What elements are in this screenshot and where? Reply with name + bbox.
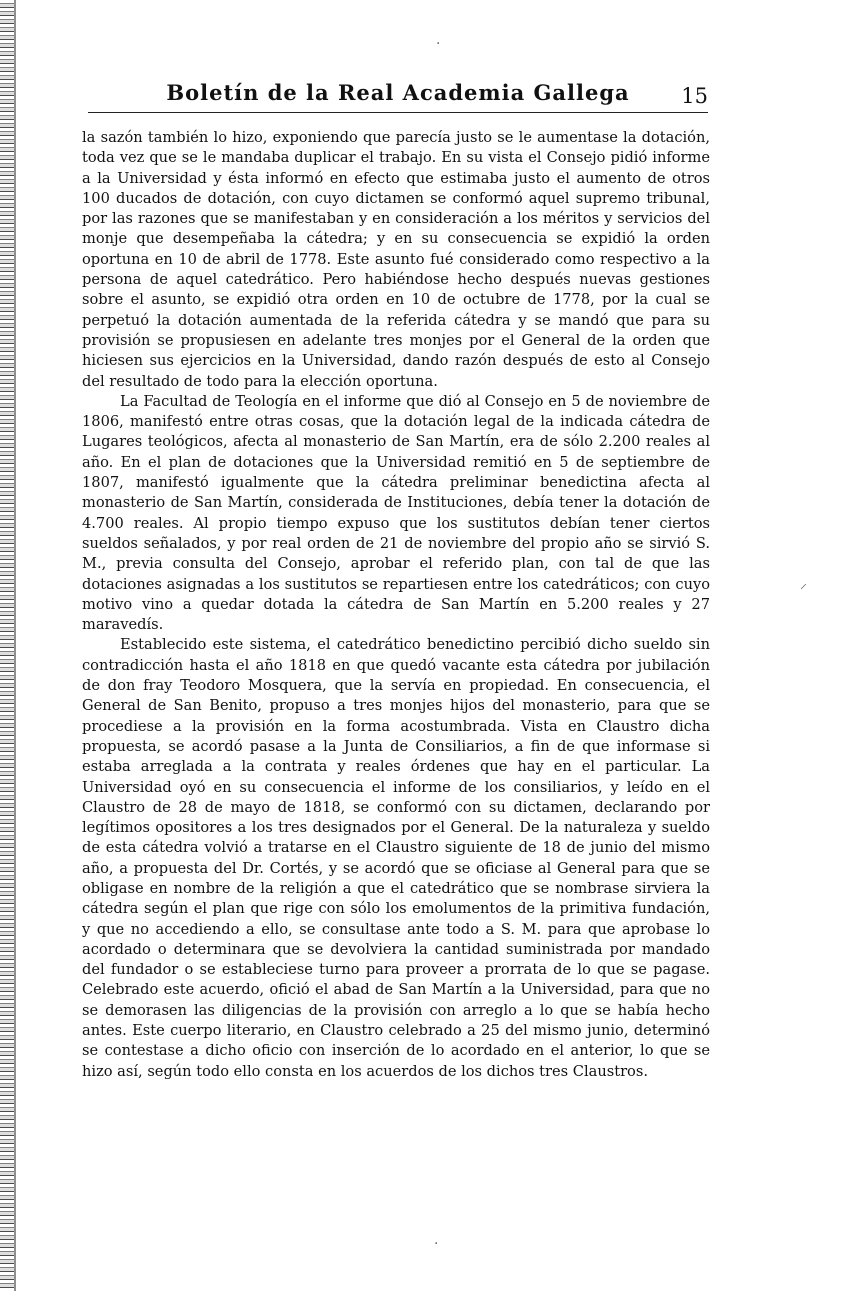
paragraph-3: Establecido este sistema, el catedrático benedictino percibió dicho sueldo sin contradicción hasta el año 1818 en que quedó vacante esta cátedra por jubilación de don fray Teodoro Mosquera, que la servía en propiedad. En consecuencia, el General de San Benito, propuso a tres monjes hijos del monasterio, para que se procediese a la provisión en la forma acostumbrada. Vista en Claustro dicha propuesta, se acordó pasase a la Junta de Consiliarios, a fin de que informase si estaba arreglada a la contrata y reales órdenes que hay en el particular. La Universidad oyó en su consecuencia el informe de los consiliarios, y leído en el Claustro de 28 de mayo de 1818, se conformó con su dictamen, declarando por legítimos opositores a los tres designados por el General. De la naturaleza y sueldo de esta cátedra volvió a tratarse en el Claustro siguiente de 18 de junio del mismo año, a propuesta del Dr. Cortés, y se acordó que se oficiase al General para que se obligase en nombre de la religión a que el catedrático que se nombrase sirviera la cátedra según el plan que rige con sólo los emolumentos de la primitiva fundación, y que no accediendo a ello, se consultase ante todo a S. M. para que aprobase lo acordado o determinara que se devolviera la cantidad suministrada por mandado del fundador o se estableciese turno para proveer a prorrata de lo que se pagase. Celebrado este acuerdo, ofició el abad de San Martín a la Universidad, para que no se demorasen las diligencias de la provisión con arreglo a lo que se había hecho antes. Este cuerpo literario, en Claustro celebrado a 25 del mismo junio, determinó se contestase a dicho oficio con inserción de lo acordado en el anterior, lo que se hizo así, según todo ello consta en los acuerdos de los dichos tres Claustros. bbox=[82, 636, 710, 1080]
running-head: Boletín de la Real Academia Gallega bbox=[166, 80, 630, 105]
page-gutter-line bbox=[14, 0, 16, 1291]
margin-mark: ⸝ bbox=[800, 576, 807, 592]
page-number: 15 bbox=[681, 84, 708, 108]
paragraph-1: la sazón también lo hizo, exponiendo que parecía justo se le aumentase la dotación, toda vez que se le mandaba duplicar el trabajo. En su vista el Consejo pidió informe a la Universidad y ésta informó en efecto que estimaba justo el aumento de otros 100 ducados de dotación, con cuyo dictamen se conformó aquel supremo tribunal, por las razones que se manifestaban y en consideración a los méritos y servicios del monje que desempeñaba la cátedra; y en su consecuencia se expidió la orden oportuna en 10 de abril de 1778. Este asunto fué considerado como respectivo a la persona de aquel catedrático. Pero habiéndose hecho después nuevas gestiones sobre el asunto, se expidió otra orden en 10 de octubre de 1778, por la cual se perpetuó la dotación aumentada de la referida cátedra y se mandó que para su provisión se propusiesen en adelante tres monjes por el General de la orden que hiciesen sus ejercicios en la Universidad, dando razón después de esto al Consejo del resultado de todo para la elección oportuna. bbox=[82, 129, 710, 390]
header-rule bbox=[88, 112, 708, 113]
paragraph-2: La Facultad de Teología en el informe que dió al Consejo en 5 de noviembre de 1806, manifestó entre otras cosas, que la dotación legal de la indicada cátedra de Lugares teológicos, afecta al monasterio de San Martín, era de sólo 2.200 reales al año. En el plan de dotaciones que la Universidad remitió en 5 de septiembre de 1807, manifestó igualmente que la cátedra preliminar benedictina afecta al monasterio de San Martín, considerada de Instituciones, debía tener la dotación de 4.700 reales. Al propio tiempo expuso que los sustitutos debían tener ciertos sueldos señalados, y por real orden de 21 de noviembre del propio año se sirvió S. M., previa consulta del Consejo, aprobar el referido plan, con tal de que las dotaciones asignadas a los sustitutos se repartiesen entre los catedráticos; con cuyo motivo vino a quedar dotada la cátedra de San Martín en 5.200 reales y 27 maravedís. bbox=[82, 392, 710, 634]
print-speck-top: · bbox=[436, 36, 441, 52]
page-header bbox=[88, 78, 708, 112]
book-spine-edge bbox=[0, 0, 14, 1291]
print-speck-bottom: · bbox=[434, 1236, 439, 1252]
body-text bbox=[82, 128, 710, 1082]
